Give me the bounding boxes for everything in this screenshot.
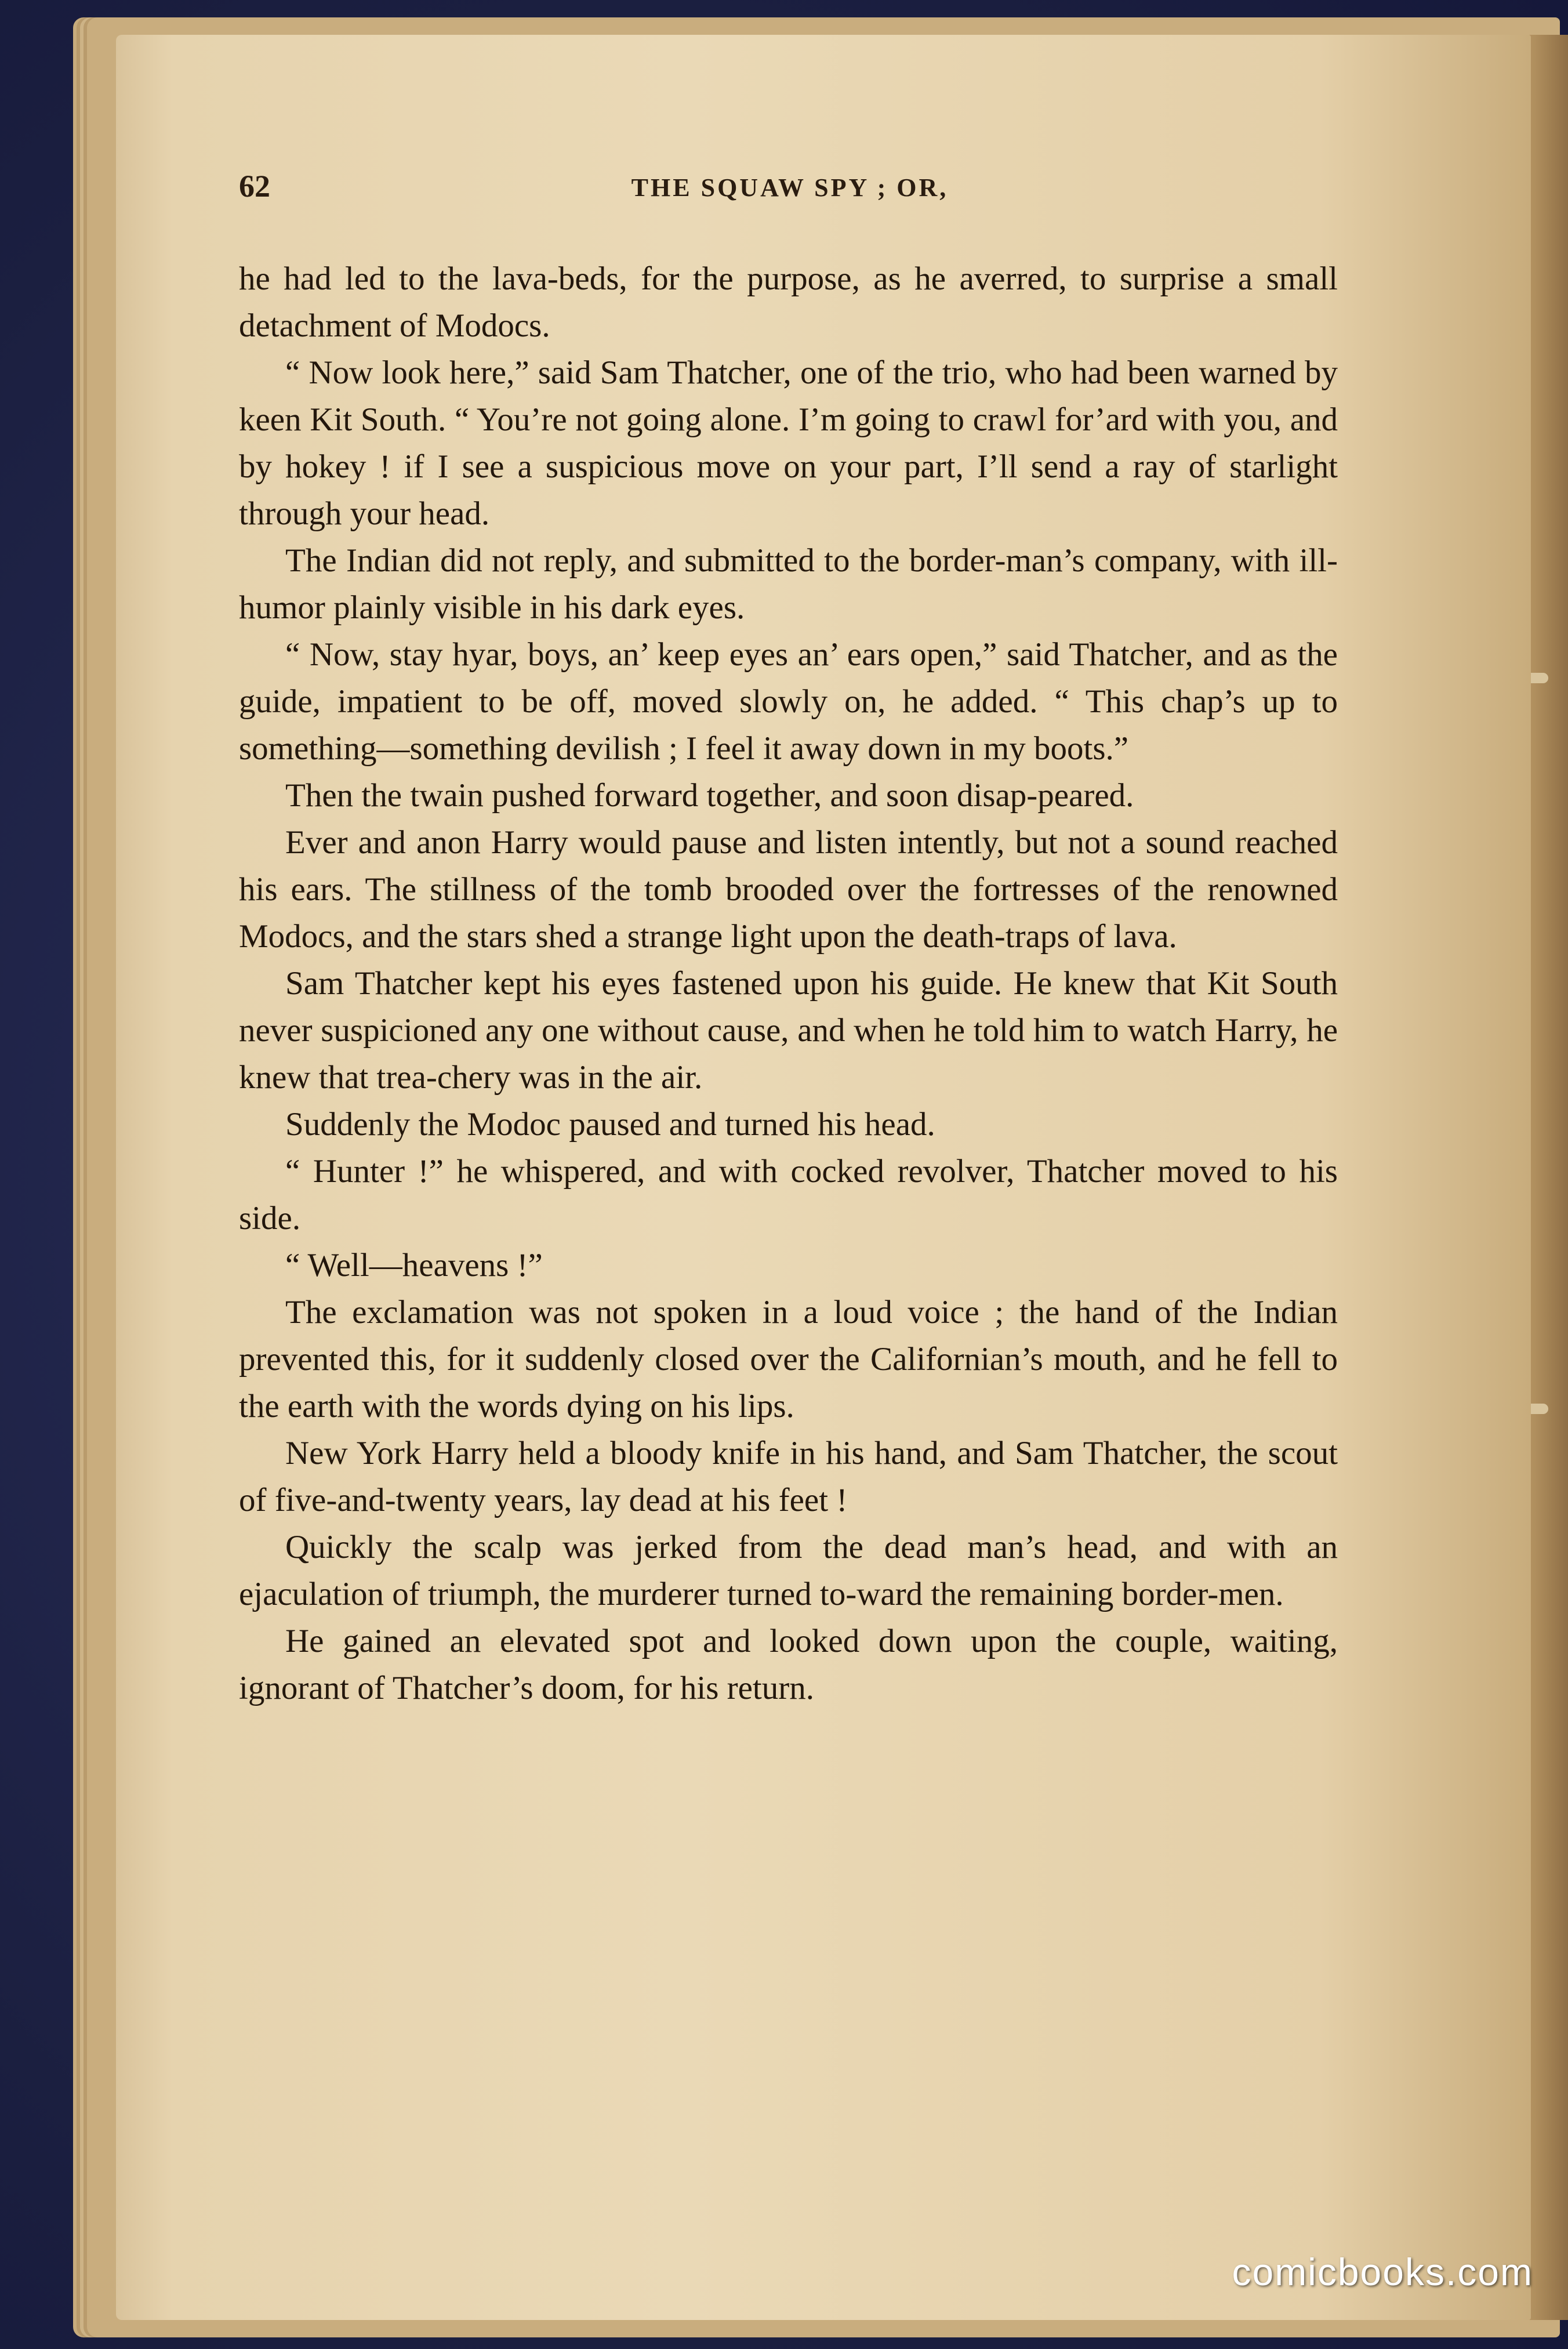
paragraph: “ Hunter !” he whispered, and with cocked revolver, Thatcher moved to his side. xyxy=(239,1153,1338,1237)
paragraph: Then the twain pushed forward together, and soon disap-peared. xyxy=(285,777,1134,814)
paragraph: New York Harry held a bloody knife in his hand, and Sam Thatcher, the scout of five-and-twenty years, lay dead at his feet ! xyxy=(239,1435,1338,1518)
paragraph: Ever and anon Harry would pause and listen intently, but not a sound reached his ears. The stillness of the tomb brooded over the fortresses of the renowned Modocs, and the stars shed a strange light upon the death-traps of lava. xyxy=(239,824,1338,955)
paragraph: The exclamation was not spoken in a loud voice ; the hand of the Indian prevented this, for it suddenly closed over the Californian’s mouth, and he fell to the earth with the words dying on his lips. xyxy=(239,1294,1338,1424)
paragraph: The Indian did not reply, and submitted to the border-man’s company, with ill-humor plainly visible in his dark eyes. xyxy=(239,542,1338,626)
page-header xyxy=(239,168,1341,215)
paragraph: “ Now look here,” said Sam Thatcher, one of the trio, who had been warned by keen Kit South. “ You’re not going alone. I’m going to crawl for’ard with you, and by hokey ! if I see a suspicious move on your part, I’ll send a ray of starlight through your head. xyxy=(239,354,1338,532)
paragraph: Quickly the scalp was jerked from the dead man’s head, and with an ejaculation of triumph, the murderer turned to-ward the remaining border-men. xyxy=(239,1529,1338,1612)
paragraph: Suddenly the Modoc paused and turned his head. xyxy=(285,1106,935,1143)
paragraph: He gained an elevated spot and looked down upon the couple, waiting, ignorant of Thatcher’s doom, for his return. xyxy=(239,1623,1338,1706)
paragraph: “ Well—heavens !” xyxy=(285,1247,543,1284)
body-text xyxy=(239,255,1338,1712)
paragraph: he had led to the lava-beds, for the purpose, as he averred, to surprise a small detachment of Modocs. xyxy=(239,260,1338,344)
paragraph: “ Now, stay hyar, boys, an’ keep eyes an’ ears open,” said Thatcher, and as the guide, impatient to be off, moved slowly on, he added. “ This chap’s up to something—something devilish ; I feel it away down in my boots.” xyxy=(239,636,1338,767)
running-title: THE SQUAW SPY ; OR, xyxy=(631,173,949,202)
watermark: comicbooks.com xyxy=(1232,2250,1533,2293)
paragraph: Sam Thatcher kept his eyes fastened upon his guide. He knew that Kit South never suspicioned any one without cause, and when he told him to watch Harry, he knew that trea-chery was in the air. xyxy=(239,965,1338,1096)
page-number: 62 xyxy=(239,169,270,204)
